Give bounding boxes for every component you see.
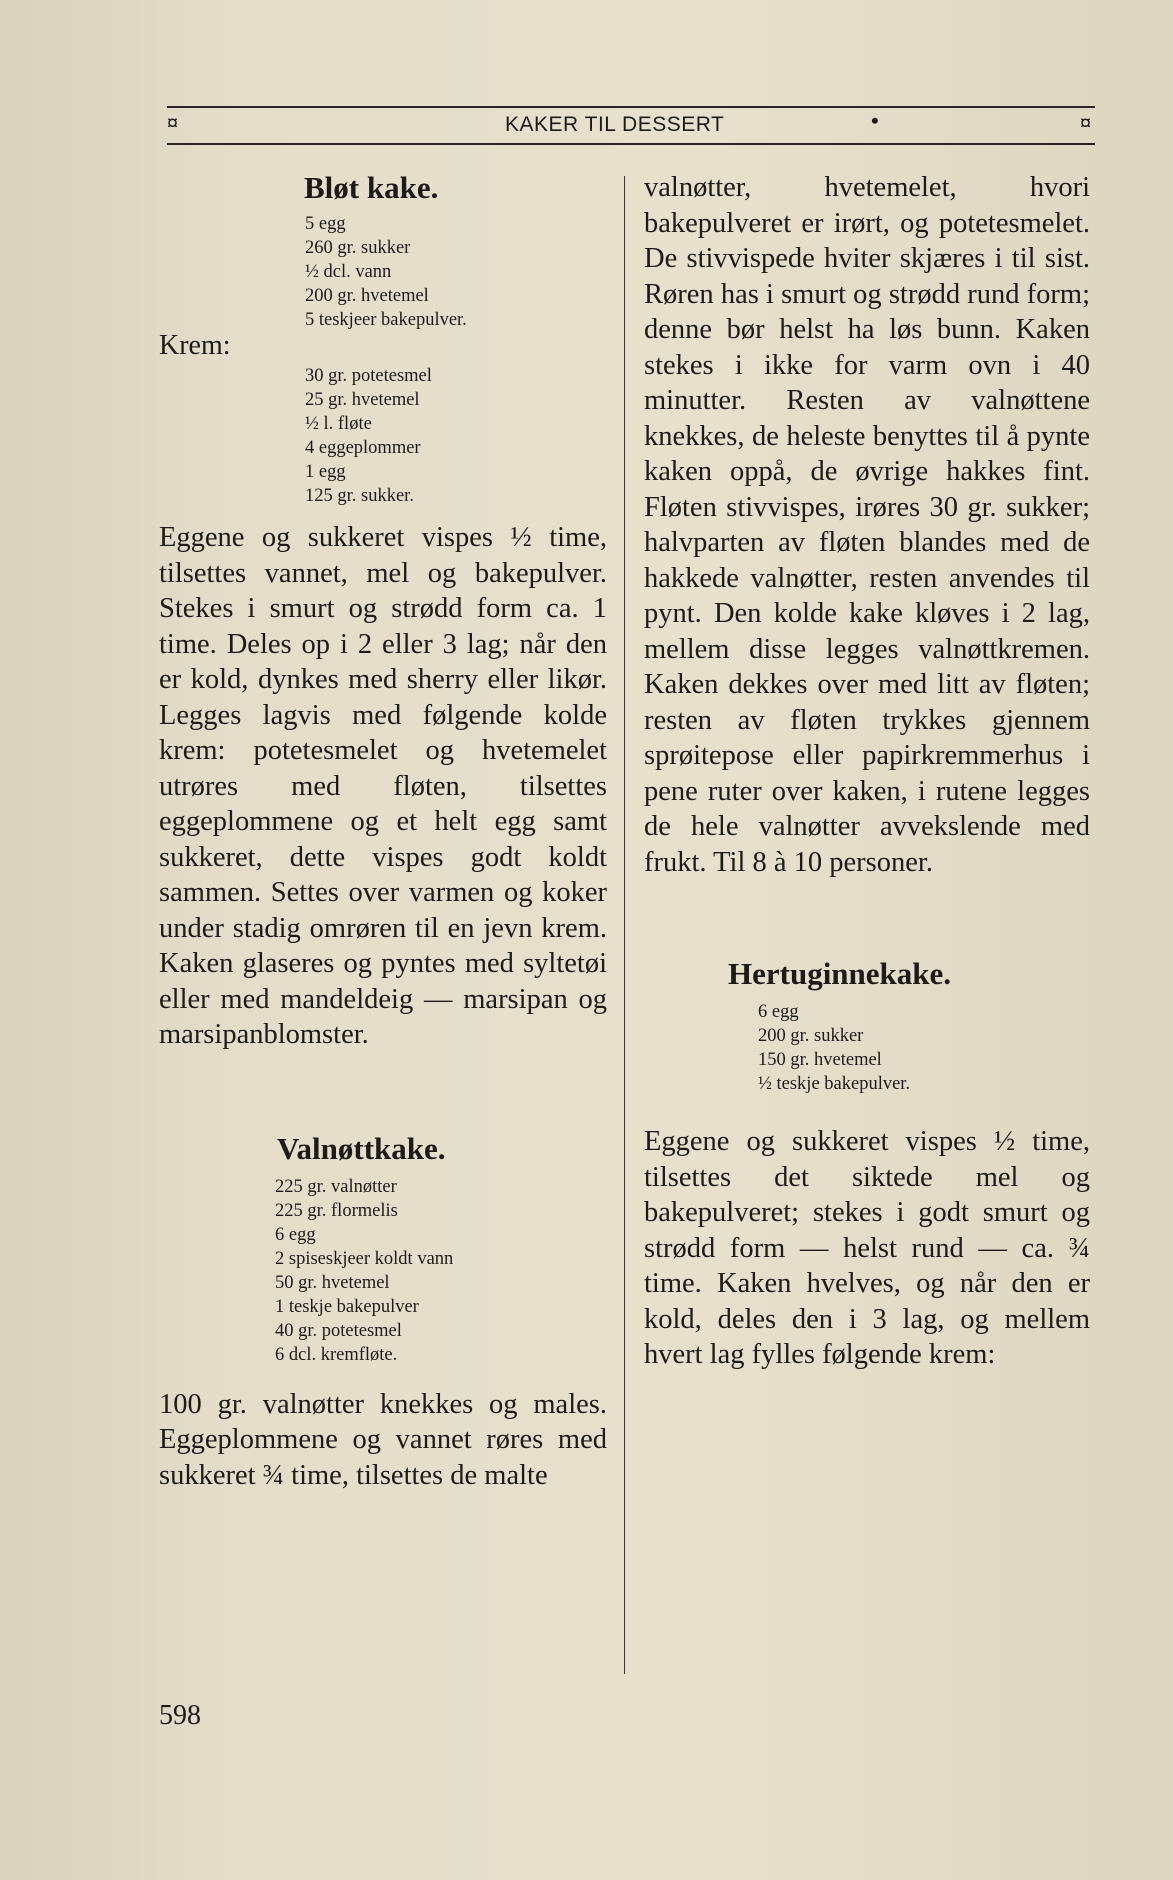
page-number: 598	[159, 1700, 201, 1731]
left-column	[159, 170, 607, 1493]
ingredient: 200 gr. sukker	[758, 1026, 864, 1046]
ingredient: 6 dcl. kremfløte.	[275, 1344, 398, 1365]
ingredient: 225 gr. flormelis	[275, 1200, 398, 1221]
ingredient: 200 gr. hvetemel	[305, 286, 429, 306]
ingredient: 225 gr. valnøtter	[275, 1176, 397, 1197]
ingredient: 25 gr. hvetemel	[305, 390, 420, 410]
ingredient: 6 egg	[758, 1002, 799, 1022]
ingredient: 125 gr. sukker.	[305, 486, 414, 506]
ingredient: 260 gr. sukker	[305, 238, 411, 258]
krem-label: Krem:	[159, 330, 231, 361]
ingredient: ½ teskje bakepulver.	[758, 1074, 911, 1094]
header-rule-bottom	[167, 143, 1095, 145]
ingredient: 150 gr. hvetemel	[758, 1050, 882, 1070]
recipe-text-blot-kake: Eggene og sukkeret vispes ½ time, tilsettes vannet, mel og bakepulver. Stekes i smurt og strødd form ca. 1 time. Deles op i 2 eller 3 lag; når den er kold, dynkes med sherry eller likør. Legges lagvis med følgende kolde krem: potetesmelet og hvetemelet utrøres med fløten, tilsettes eggeplommene og et helt egg samt sukkeret, dette vispes godt koldt sammen. Settes over varmen og koker under stadig omrøren til en jevn krem. Kaken glaseres og pyntes med syltetøi eller med mandeldeig — marsipan og marsipanblomster.	[159, 522, 607, 1050]
ingredient-list-krem	[305, 364, 607, 508]
ingredient: 50 gr. hvetemel	[275, 1272, 390, 1293]
ingredient: 5 teskjeer bakepulver.	[305, 310, 467, 330]
right-column	[644, 170, 1090, 1373]
ingredient: 2 spiseskjeer koldt vann	[275, 1248, 454, 1269]
recipe-text-hertuginnekake: Eggene og sukkeret vispes ½ time, tilsettes det siktede mel og bakepulveret; stekes i godt smurt og strødd form — helst rund — ca. ¾ time. Kaken hvelves, og når den er kold, deles den i 3 lag, og mellem hvert lag fylles følgende krem:	[644, 1126, 1090, 1370]
recipe-text-valnottkake-part1: 100 gr. valnøtter knekkes og males. Eggeplommene og vannet røres med sukkeret ¾ time, tilsettes de malte	[159, 1388, 607, 1491]
running-head: KAKER TIL DESSERT	[505, 113, 725, 136]
ingredient: ½ l. fløte	[305, 414, 372, 434]
recipe-title-valnottkake: Valnøttkake.	[277, 1130, 446, 1166]
ingredient: 1 teskje bakepulver	[275, 1296, 419, 1317]
column-divider	[624, 176, 625, 1674]
ingredient: ½ dcl. vann	[305, 262, 392, 282]
ingredient-list-blot-kake	[305, 212, 607, 332]
recipe-title-blot-kake: Bløt kake.	[304, 170, 439, 205]
recipe-title-hertuginnekake: Hertuginnekake.	[728, 956, 952, 991]
ingredient: 40 gr. potetesmel	[275, 1320, 402, 1341]
header-ornament-left: ¤	[167, 110, 178, 135]
ingredient: 6 egg	[275, 1224, 316, 1245]
header-dot: •	[871, 108, 879, 133]
ingredient: 1 egg	[305, 462, 346, 482]
ingredient-list-valnottkake	[275, 1175, 607, 1367]
ingredient: 4 eggeplommer	[305, 438, 421, 458]
ingredient: 5 egg	[305, 214, 346, 234]
ingredient-list-hertuginnekake	[758, 1000, 1090, 1096]
header-ornament-right: ¤	[1080, 110, 1091, 135]
recipe-text-valnottkake-part2: valnøtter, hvetemelet, hvori bakepulveret er irørt, og potetesmelet. De stivvispede hviter skjæres i til sist. Røren has i smurt og strødd rund form; denne bør helst ha løs bunn. Kaken stekes i ikke for varm ovn i 40 minutter. Resten av valnøttene knekkes, de heleste benyttes til å pynte kaken oppå, de øvrige hakkes fint. Fløten stivvispes, irøres 30 gr. sukker; halvparten av fløten blandes med de hakkede valnøtter, resten anvendes til pynt. Den kolde kake kløves i 2 lag, mellem disse legges valnøttkremen. Kaken dekkes over med litt av fløten; resten av fløten trykkes gjennem sprøitepose eller papirkremmerhus i pene ruter over kaken, i rutene legges de hele valnøtter avvekslende med frukt. Til 8 à 10 personer.	[644, 172, 1090, 878]
header-rule-top	[167, 106, 1095, 108]
ingredient: 30 gr. potetesmel	[305, 366, 432, 386]
